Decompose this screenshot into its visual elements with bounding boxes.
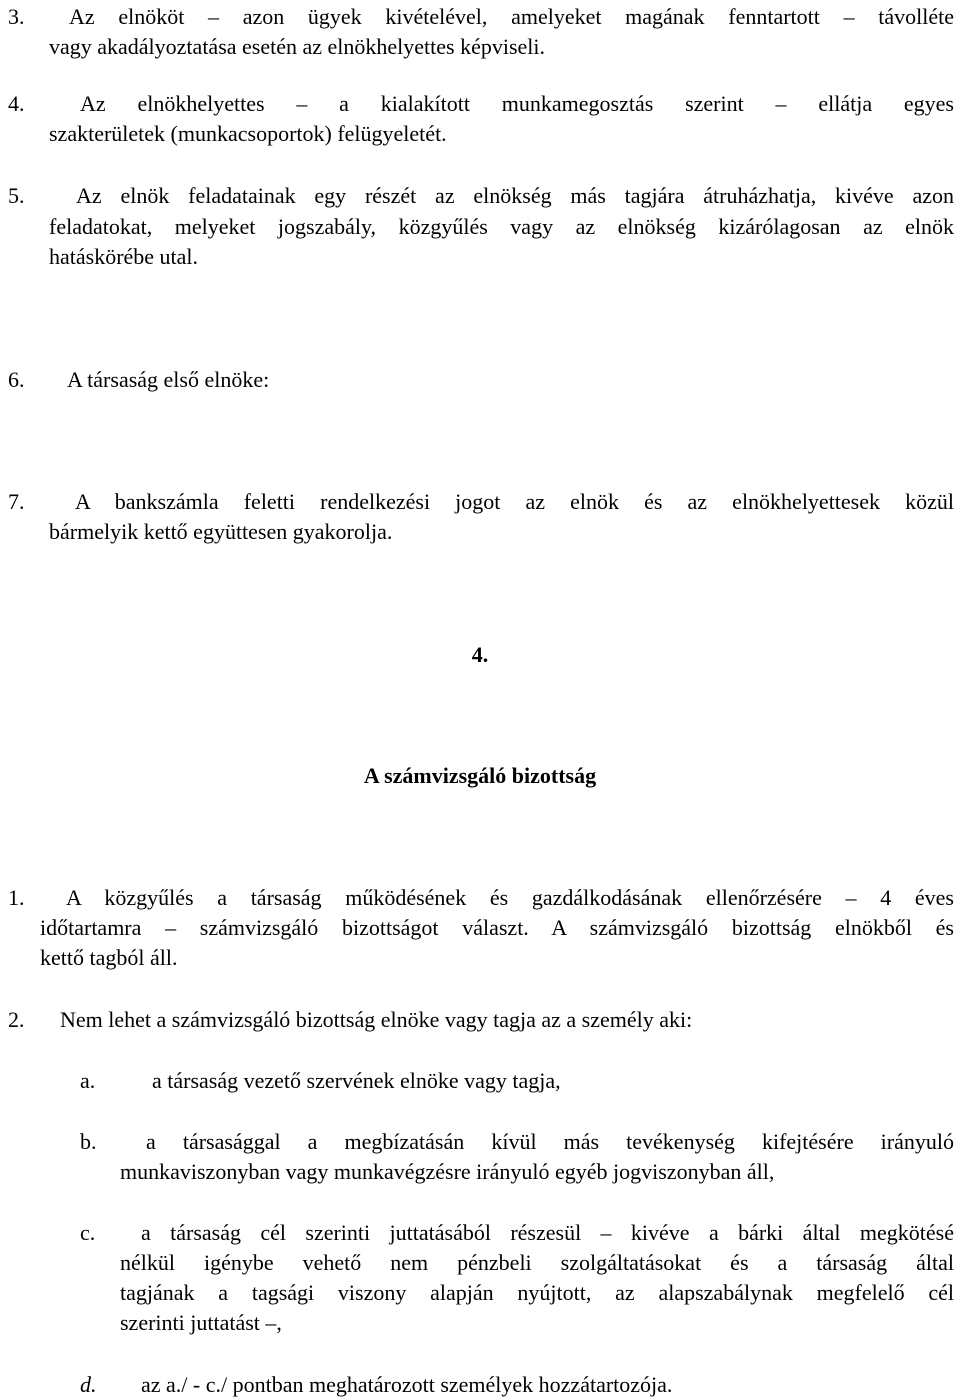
section-title: A számvizsgáló bizottság (363, 763, 597, 788)
section-number: 4. (471, 642, 489, 667)
item-text-line: Nem lehet a számvizsgáló bizottság elnöke vagy tagja az a személy aki: (60, 1007, 693, 1032)
item-text-line: feladatokat, melyeket jogszabály, közgyűlés vagy az elnökség kizárólagosan az elnök (49, 214, 954, 239)
item-text-line: A bankszámla feletti rendelkezési jogot az elnök és az elnökhelyettesek közül (75, 489, 954, 514)
item-number: 4. (8, 91, 25, 116)
item-text-line: kettő tagból áll. (40, 945, 178, 970)
item-number: 6. (8, 367, 25, 392)
sub-item-text-line: szerinti juttatást –, (120, 1310, 282, 1335)
item-text-line: Az elnököt – azon ügyek kivételével, amelyeket magának fenntartott – távolléte (69, 4, 954, 29)
item-text-line: időtartamra – számvizsgáló bizottságot választ. A számvizsgáló bizottság elnökből és (40, 915, 954, 940)
item-text-line: vagy akadályoztatása esetén az elnökhelyettes képviseli. (49, 34, 546, 59)
sub-item-label: c. (80, 1220, 96, 1245)
item-text-line: Az elnök feladatainak egy részét az elnökség más tagjára átruházhatja, kivéve azon (76, 183, 954, 208)
sub-item-text-line: nélkül igénybe vehető nem pénzbeli szolgáltatásokat és a társaság által (120, 1250, 954, 1275)
item-text-line: Az elnökhelyettes – a kialakított munkamegosztás szerint – ellátja egyes (80, 91, 954, 116)
item-number: 7. (8, 489, 25, 514)
item-number: 1. (8, 885, 25, 910)
sub-item-text-line: tagjának a tagsági viszony alapján nyújtott, az alapszabálynak megfelelő cél (120, 1280, 954, 1305)
item-text-line: hatáskörébe utal. (49, 244, 199, 269)
sub-item-label: a. (80, 1068, 96, 1093)
sub-item-text-line: munkaviszonyban vagy munkavégzésre irányuló egyéb jogviszonyban áll, (120, 1159, 775, 1184)
item-text-line: A közgyűlés a társaság működésének és gazdálkodásának ellenőrzésére – 4 éves (66, 885, 954, 910)
sub-item-label: d. (80, 1372, 97, 1397)
item-number: 5. (8, 183, 25, 208)
sub-item-text-line: a társaság vezető szervének elnöke vagy tagja, (152, 1068, 561, 1093)
sub-item-label: b. (80, 1129, 97, 1154)
sub-item-text-line: az a./ - c./ pontban meghatározott személyek hozzátartozója. (141, 1372, 673, 1397)
sub-item-text-line: a társaság cél szerinti juttatásából részesül – kivéve a bárki által megkötésé (141, 1220, 954, 1245)
item-number: 3. (8, 4, 25, 29)
sub-item-text-line: a társasággal a megbízatásán kívül más tevékenység kifejtésére irányuló (146, 1129, 954, 1154)
item-text-line: A társaság első elnöke: (67, 367, 270, 392)
item-text-line: bármelyik kettő együttesen gyakorolja. (49, 519, 393, 544)
item-number: 2. (8, 1007, 25, 1032)
item-text-line: szakterületek (munkacsoportok) felügyeletét. (49, 121, 447, 146)
